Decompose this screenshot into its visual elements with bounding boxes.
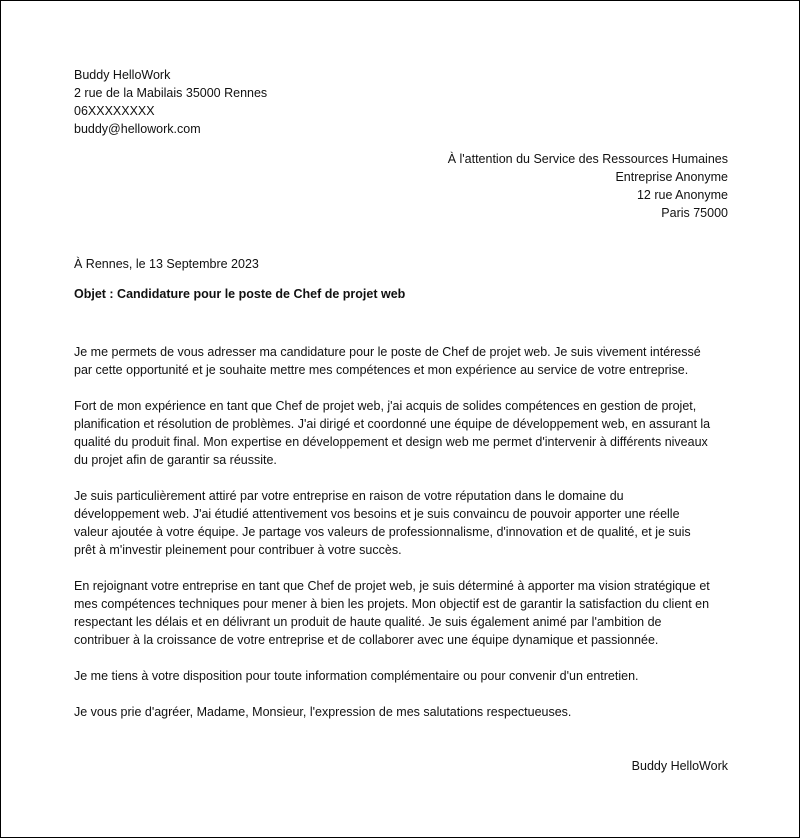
signature: Buddy HelloWork: [631, 759, 728, 773]
paragraph-line: Je suis particulièrement attiré par votre entreprise en raison de votre réputation dans le domaine du: [74, 489, 624, 503]
sender-block: [74, 66, 267, 138]
paragraph: [74, 667, 734, 685]
paragraph-line: développement web. J'ai étudié attentivement vos besoins et je suis convaincu de pouvoir apporter une réelle: [74, 507, 680, 521]
paragraph-line: Je me tiens à votre disposition pour toute information complémentaire ou pour convenir d'un entretien.: [74, 669, 639, 683]
paragraph-line: Fort de mon expérience en tant que Chef de projet web, j'ai acquis de solides compétences en gestion de projet,: [74, 399, 697, 413]
recipient-company: Entreprise Anonyme: [615, 170, 728, 184]
paragraph-line: respectant les délais et en délivrant un produit de haute qualité. Je suis également animé par l'ambition de: [74, 615, 662, 629]
date-line: À Rennes, le 13 Septembre 2023: [74, 257, 259, 271]
paragraph: [74, 703, 734, 721]
recipient-attention: À l'attention du Service des Ressources Humaines: [447, 152, 728, 166]
paragraph-line: mes compétences techniques pour mener à bien les projets. Mon objectif est de garantir la satisfaction du client en: [74, 597, 710, 611]
paragraph: [74, 343, 734, 379]
subject-line: Objet : Candidature pour le poste de Chef de projet web: [74, 287, 406, 301]
recipient-block: [448, 150, 728, 222]
paragraph-line: contribuer à la croissance de votre entreprise et de collaborer avec une équipe dynamique et passionnée.: [74, 633, 659, 647]
paragraph-line: prêt à m'investir pleinement pour contribuer à votre succès.: [74, 543, 402, 557]
sender-name: Buddy HelloWork: [74, 68, 171, 82]
paragraph-line: Je vous prie d'agréer, Madame, Monsieur, l'expression de mes salutations respectueuses.: [74, 705, 572, 719]
paragraph-line: Je me permets de vous adresser ma candidature pour le poste de Chef de projet web. Je suis vivement intéressé: [74, 345, 701, 359]
sender-address: 2 rue de la Mabilais 35000 Rennes: [74, 86, 268, 100]
sender-email: buddy@hellowork.com: [74, 122, 201, 136]
paragraph-line: par cette opportunité et je souhaite mettre mes compétences et mon expérience au service de votre entreprise.: [74, 363, 689, 377]
paragraph-line: du projet afin de garantir sa réussite.: [74, 453, 277, 467]
paragraph: [74, 487, 734, 559]
paragraph-line: planification et résolution de problèmes. J'ai dirigé et coordonné une équipe de développement web, en assurant la: [74, 417, 711, 431]
recipient-city: Paris 75000: [661, 206, 728, 220]
paragraph-line: qualité du produit final. Mon expertise en développement et design web me permet d'intervenir à différents niveaux: [74, 435, 708, 449]
recipient-street: 12 rue Anonyme: [636, 188, 728, 202]
paragraph: [74, 577, 734, 649]
paragraph-line: valeur ajoutée à votre équipe. Je partage vos valeurs de professionnalisme, d'innovation et de qualité, et je suis: [74, 525, 691, 539]
paragraph-line: En rejoignant votre entreprise en tant que Chef de projet web, je suis déterminé à apporter ma vision stratégique et: [74, 579, 710, 593]
sender-phone: 06XXXXXXXX: [74, 104, 155, 118]
letter-body: [74, 343, 734, 739]
paragraph: [74, 397, 734, 469]
